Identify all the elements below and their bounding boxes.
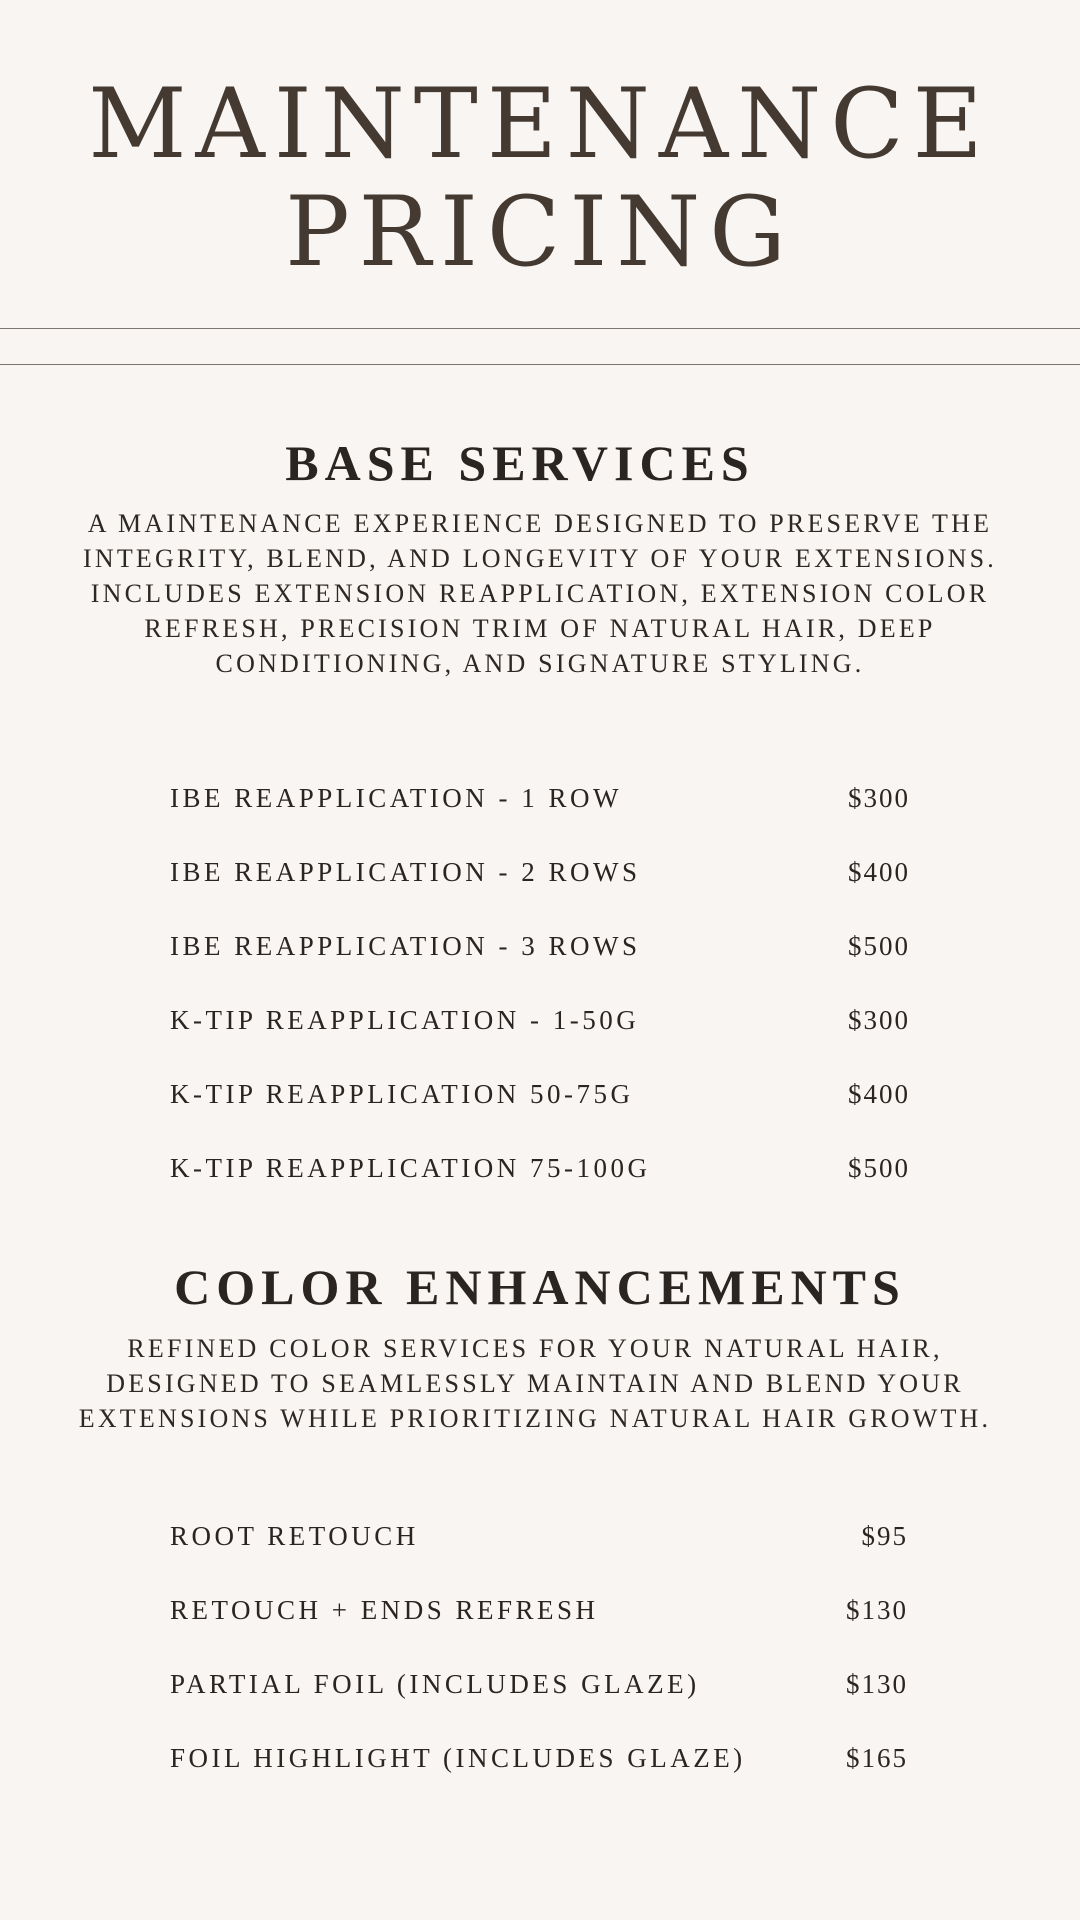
color-enhancements-heading: COLOR ENHANCEMENTS (174, 1259, 906, 1315)
price-row (170, 1593, 908, 1667)
divider-bottom (0, 364, 1080, 365)
color-enhancements-price-list (170, 1519, 908, 1815)
service-price: $500 (848, 1153, 910, 1183)
divider-top (0, 328, 1080, 329)
service-name: IBE REAPPLICATION - 2 ROWS (170, 857, 641, 887)
service-name: RETOUCH + ENDS REFRESH (170, 1595, 599, 1625)
service-price: $165 (846, 1743, 908, 1773)
service-price: $95 (861, 1521, 908, 1551)
page-title-line-1: MAINTENANCE (88, 68, 992, 180)
base-services-price-list (170, 781, 910, 1225)
color-enhancements-description: REFINED COLOR SERVICES FOR YOUR NATURAL HAIR, DESIGNED TO SEAMLESSLY MAINTAIN AND BLEND YOUR EXTENSIONS WHILE PRIORITIZING NATURAL HAIR GROWTH. (78, 1334, 992, 1433)
service-price: $400 (848, 857, 910, 887)
price-row (170, 781, 910, 855)
price-row (170, 1741, 908, 1815)
service-name: PARTIAL FOIL (INCLUDES GLAZE) (170, 1669, 700, 1699)
service-name: FOIL HIGHLIGHT (INCLUDES GLAZE) (170, 1743, 746, 1773)
service-name: K-TIP REAPPLICATION - 1-50G (170, 1005, 640, 1035)
price-row (170, 1077, 910, 1151)
page-title-line-2: PRICING (285, 176, 795, 288)
service-name: K-TIP REAPPLICATION 50-75G (170, 1079, 634, 1109)
service-name: IBE REAPPLICATION - 3 ROWS (170, 931, 641, 961)
base-services-description: A MAINTENANCE EXPERIENCE DESIGNED TO PRESERVE THE INTEGRITY, BLEND, AND LONGEVITY OF YOUR EXTENSIONS. INCLUDES EXTENSION REAPPLICATION, EXTENSION COLOR REFRESH, PRECISION TRIM OF NATURAL HAIR, DEEP CONDITIONING, AND SIGNATURE STYLING. (82, 509, 998, 678)
price-row (170, 1667, 908, 1741)
service-price: $130 (846, 1669, 908, 1699)
base-services-heading: BASE SERVICES (285, 435, 755, 491)
service-price: $500 (848, 931, 910, 961)
price-row (170, 855, 910, 929)
service-price: $130 (846, 1595, 908, 1625)
price-row (170, 1519, 908, 1593)
service-name: IBE REAPPLICATION - 1 ROW (170, 783, 622, 813)
price-row (170, 929, 910, 1003)
service-name: ROOT RETOUCH (170, 1521, 419, 1551)
price-row (170, 1151, 910, 1225)
service-price: $300 (848, 1005, 910, 1035)
price-row (170, 1003, 910, 1077)
service-name: K-TIP REAPPLICATION 75-100G (170, 1153, 651, 1183)
service-price: $400 (848, 1079, 910, 1109)
page-title (0, 70, 1080, 286)
service-price: $300 (848, 783, 910, 813)
